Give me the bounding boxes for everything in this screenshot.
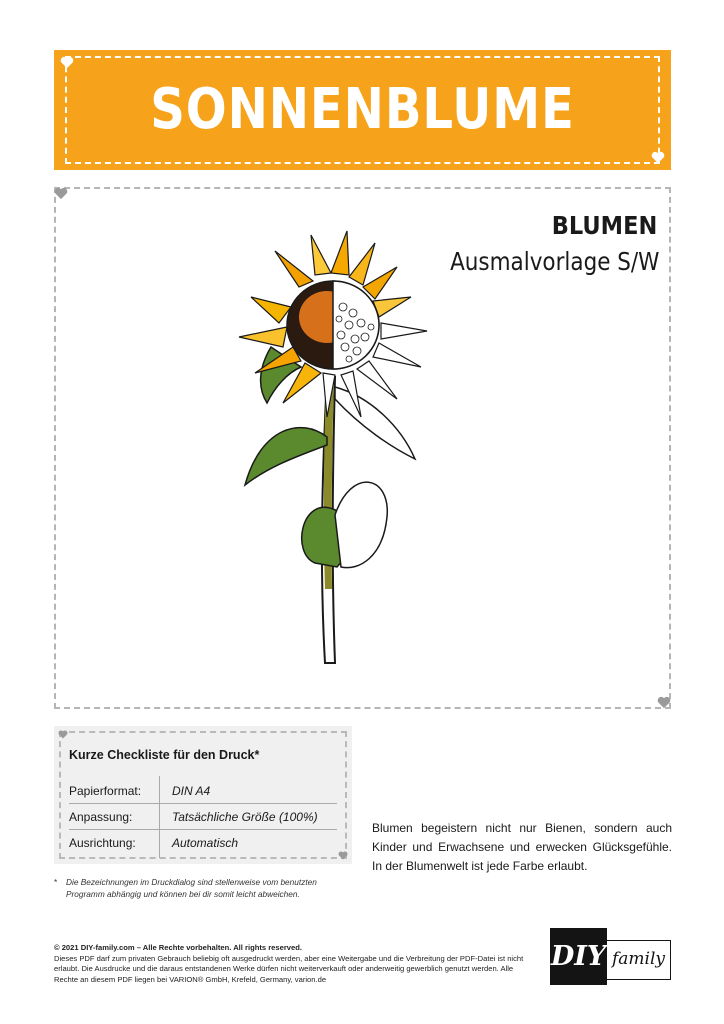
heart-icon [60,56,74,69]
copyright-line: © 2021 DIY-family.com – Alle Rechte vorbehalten. All rights reserved. [54,943,302,952]
category-label: BLUMEN [551,211,657,240]
legal-text: Dieses PDF darf zum privaten Gebrauch beliebig oft ausgedruckt werden, aber eine Weitergabe und die Verbreitung der PDF-Datei ist nicht erlaubt. Die Ausdrucke und die daraus entstandenen Werke dürfen nicht weiterverkauft oder anderweitig gewerblich genutzt werden. Alle Rechte an diesem PDF liegen bei VARION® GmbH, Krefeld, Germany, varion.de [54,953,524,984]
footnote-text: Die Bezeichnungen im Druckdialog sind stellenweise vom benutzten Programm abhängig und können bei dir somit leicht abweichen. [66,877,317,899]
checklist-row [69,830,337,856]
row-value: Tatsächliche Größe (100%) [172,810,318,824]
logo-mark: DIY [550,928,607,985]
page-title: SONNENBLUME [150,77,575,142]
row-value: DIN A4 [172,784,211,798]
subtitle-label: Ausmalvorlage S/W [449,247,659,276]
row-label: Anpassung: [69,810,133,824]
heart-icon [657,696,671,709]
logo-word: family [607,940,671,980]
legal-notice [54,943,539,985]
heart-icon [651,151,665,164]
footnote-marker: * [54,877,58,887]
description-text: Blumen begeistern nicht nur Bienen, sondern auch Kinder und Erwachsene und erwecken Glücksgefühle. In der Blumenwelt ist jede Farbe erlaubt. [372,821,672,873]
heart-icon [338,851,348,860]
checklist-title: Kurze Checkliste für den Druck* [69,748,260,762]
row-label: Ausrichtung: [69,836,136,850]
heart-icon [54,187,68,200]
row-label: Papierformat: [69,784,142,798]
diy-family-logo [550,928,671,985]
checklist-row [69,804,337,830]
footnote [54,876,354,900]
print-checklist [54,726,352,864]
sunflower-illustration [231,227,441,667]
title-banner [54,50,671,170]
artwork-frame [54,187,671,709]
heart-icon [58,730,68,739]
checklist-row [69,778,337,804]
row-value: Automatisch [172,836,239,850]
